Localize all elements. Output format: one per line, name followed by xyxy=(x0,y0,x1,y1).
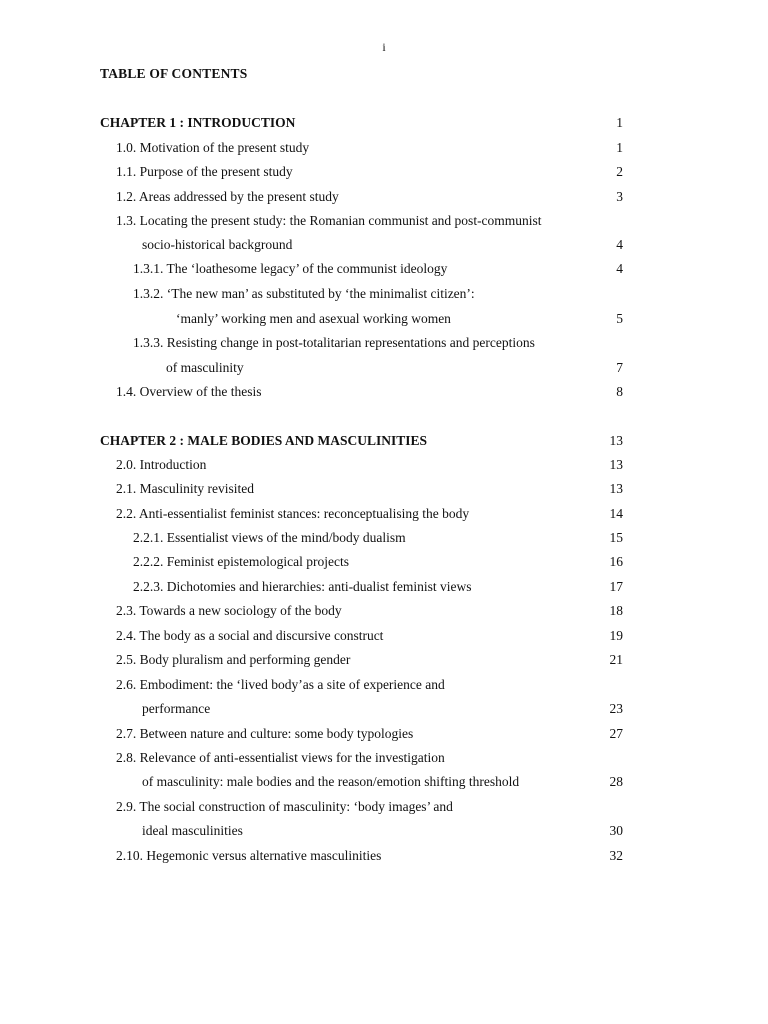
toc-entry-page: 3 xyxy=(616,189,623,204)
toc-entry-text: 2.10. Hegemonic versus alternative masculinities xyxy=(116,848,382,863)
toc-entry xyxy=(0,285,768,303)
toc-entry-page: 19 xyxy=(609,628,623,643)
toc-entry-text: of masculinity xyxy=(166,360,244,375)
toc-entry-text: 1.3.1. The ‘loathesome legacy’ of the communist ideology xyxy=(133,261,448,276)
toc-entry-text: 2.7. Between nature and culture: some body typologies xyxy=(116,726,414,741)
toc-entry-continuation xyxy=(0,773,768,791)
toc-entry-page: 14 xyxy=(609,506,623,521)
toc-entry-continuation xyxy=(0,236,768,254)
toc-entry-page: 18 xyxy=(609,603,623,618)
toc-entry-page: 23 xyxy=(609,701,623,716)
toc-entry-page: 28 xyxy=(609,774,623,789)
toc-entry-page: 16 xyxy=(609,554,623,569)
toc-entry-page: 8 xyxy=(616,384,623,399)
toc-entry xyxy=(0,505,768,523)
toc-chapter-2 xyxy=(0,432,768,450)
toc-entry-page: 13 xyxy=(609,457,623,472)
toc-entry-text: socio-historical background xyxy=(142,237,293,252)
toc-entry-page: 13 xyxy=(609,481,623,496)
toc-entry-page: 21 xyxy=(609,652,623,667)
toc-entry-text: 2.2.2. Feminist epistemological projects xyxy=(133,554,349,569)
toc-entry-text: 1.3.3. Resisting change in post-totalitarian representations and perceptions xyxy=(133,335,535,350)
toc-entry xyxy=(0,188,768,206)
toc-entry-page: 15 xyxy=(609,530,623,545)
toc-entry xyxy=(0,212,768,230)
toc-entry-page: 5 xyxy=(616,311,623,326)
toc-entry xyxy=(0,529,768,547)
toc-entry-page: 1 xyxy=(616,115,623,130)
toc-entry-text: 2.5. Body pluralism and performing gender xyxy=(116,652,351,667)
toc-entry-text: 2.6. Embodiment: the ‘lived body’as a site of experience and xyxy=(116,677,445,692)
toc-entry-page: 4 xyxy=(616,261,623,276)
toc-entry-text: 2.4. The body as a social and discursive construct xyxy=(116,628,384,643)
toc-entry xyxy=(0,456,768,474)
toc-entry-text: 2.2.3. Dichotomies and hierarchies: anti-dualist feminist views xyxy=(133,579,472,594)
toc-entry xyxy=(0,163,768,181)
toc-entry-continuation xyxy=(0,359,768,377)
toc-entry-text: 1.3.2. ‘The new man’ as substituted by ‘the minimalist citizen’: xyxy=(133,286,475,301)
toc-entry-page: 4 xyxy=(616,237,623,252)
toc-entry xyxy=(0,627,768,645)
toc-entry-text: 1.4. Overview of the thesis xyxy=(116,384,262,399)
toc-entry xyxy=(0,480,768,498)
toc-entry-text: CHAPTER 1 : INTRODUCTION xyxy=(100,115,296,130)
toc-entry-page: 27 xyxy=(609,726,623,741)
toc-entry-text: 2.1. Masculinity revisited xyxy=(116,481,254,496)
toc-heading: TABLE OF CONTENTS xyxy=(100,66,248,81)
toc-entry-text: 2.0. Introduction xyxy=(116,457,207,472)
toc-entry-continuation xyxy=(0,822,768,840)
toc-entry-page: 32 xyxy=(609,848,623,863)
toc-entry-page: 17 xyxy=(609,579,623,594)
toc-entry-text: of masculinity: male bodies and the reason/emotion shifting threshold xyxy=(142,774,520,789)
toc-chapter-1 xyxy=(0,114,768,132)
toc-entry-continuation xyxy=(0,310,768,328)
toc-entry xyxy=(0,749,768,767)
toc-entry-text: performance xyxy=(142,701,211,716)
toc-entry-text: 1.3. Locating the present study: the Romanian communist and post-communist xyxy=(116,213,542,228)
toc-entry xyxy=(0,553,768,571)
toc-entry-text: CHAPTER 2 : MALE BODIES AND MASCULINITIES xyxy=(100,433,428,448)
toc-entry xyxy=(0,334,768,352)
toc-entry-text: 2.2.1. Essentialist views of the mind/body dualism xyxy=(133,530,406,545)
toc-entry xyxy=(0,139,768,157)
toc-entry-text: 2.9. The social construction of masculinity: ‘body images’ and xyxy=(116,799,453,814)
toc-entry xyxy=(0,847,768,865)
toc-entry xyxy=(0,798,768,816)
toc-entry xyxy=(0,725,768,743)
toc-entry-page: 7 xyxy=(616,360,623,375)
toc-entry-text: 2.2. Anti-essentialist feminist stances: reconceptualising the body xyxy=(116,506,470,521)
page-number: i xyxy=(382,40,386,54)
toc-entry-text: 2.8. Relevance of anti-essentialist views for the investigation xyxy=(116,750,445,765)
toc-entry-text: 1.2. Areas addressed by the present study xyxy=(116,189,339,204)
toc-entry-page: 30 xyxy=(609,823,623,838)
toc-entry xyxy=(0,676,768,694)
toc-entry xyxy=(0,383,768,401)
toc-entry-page: 2 xyxy=(616,164,623,179)
toc-entry xyxy=(0,602,768,620)
toc-entry xyxy=(0,260,768,278)
toc-entry xyxy=(0,651,768,669)
toc-entry-text: ‘manly’ working men and asexual working women xyxy=(176,311,451,326)
toc-entry-text: 1.1. Purpose of the present study xyxy=(116,164,293,179)
toc-entry-page: 1 xyxy=(616,140,623,155)
toc-entry-text: 2.3. Towards a new sociology of the body xyxy=(116,603,342,618)
toc-entry-text: 1.0. Motivation of the present study xyxy=(116,140,310,155)
toc-entry-continuation xyxy=(0,700,768,718)
toc-entry-page: 13 xyxy=(609,433,623,448)
toc-entry xyxy=(0,578,768,596)
toc-entry-text: ideal masculinities xyxy=(142,823,243,838)
